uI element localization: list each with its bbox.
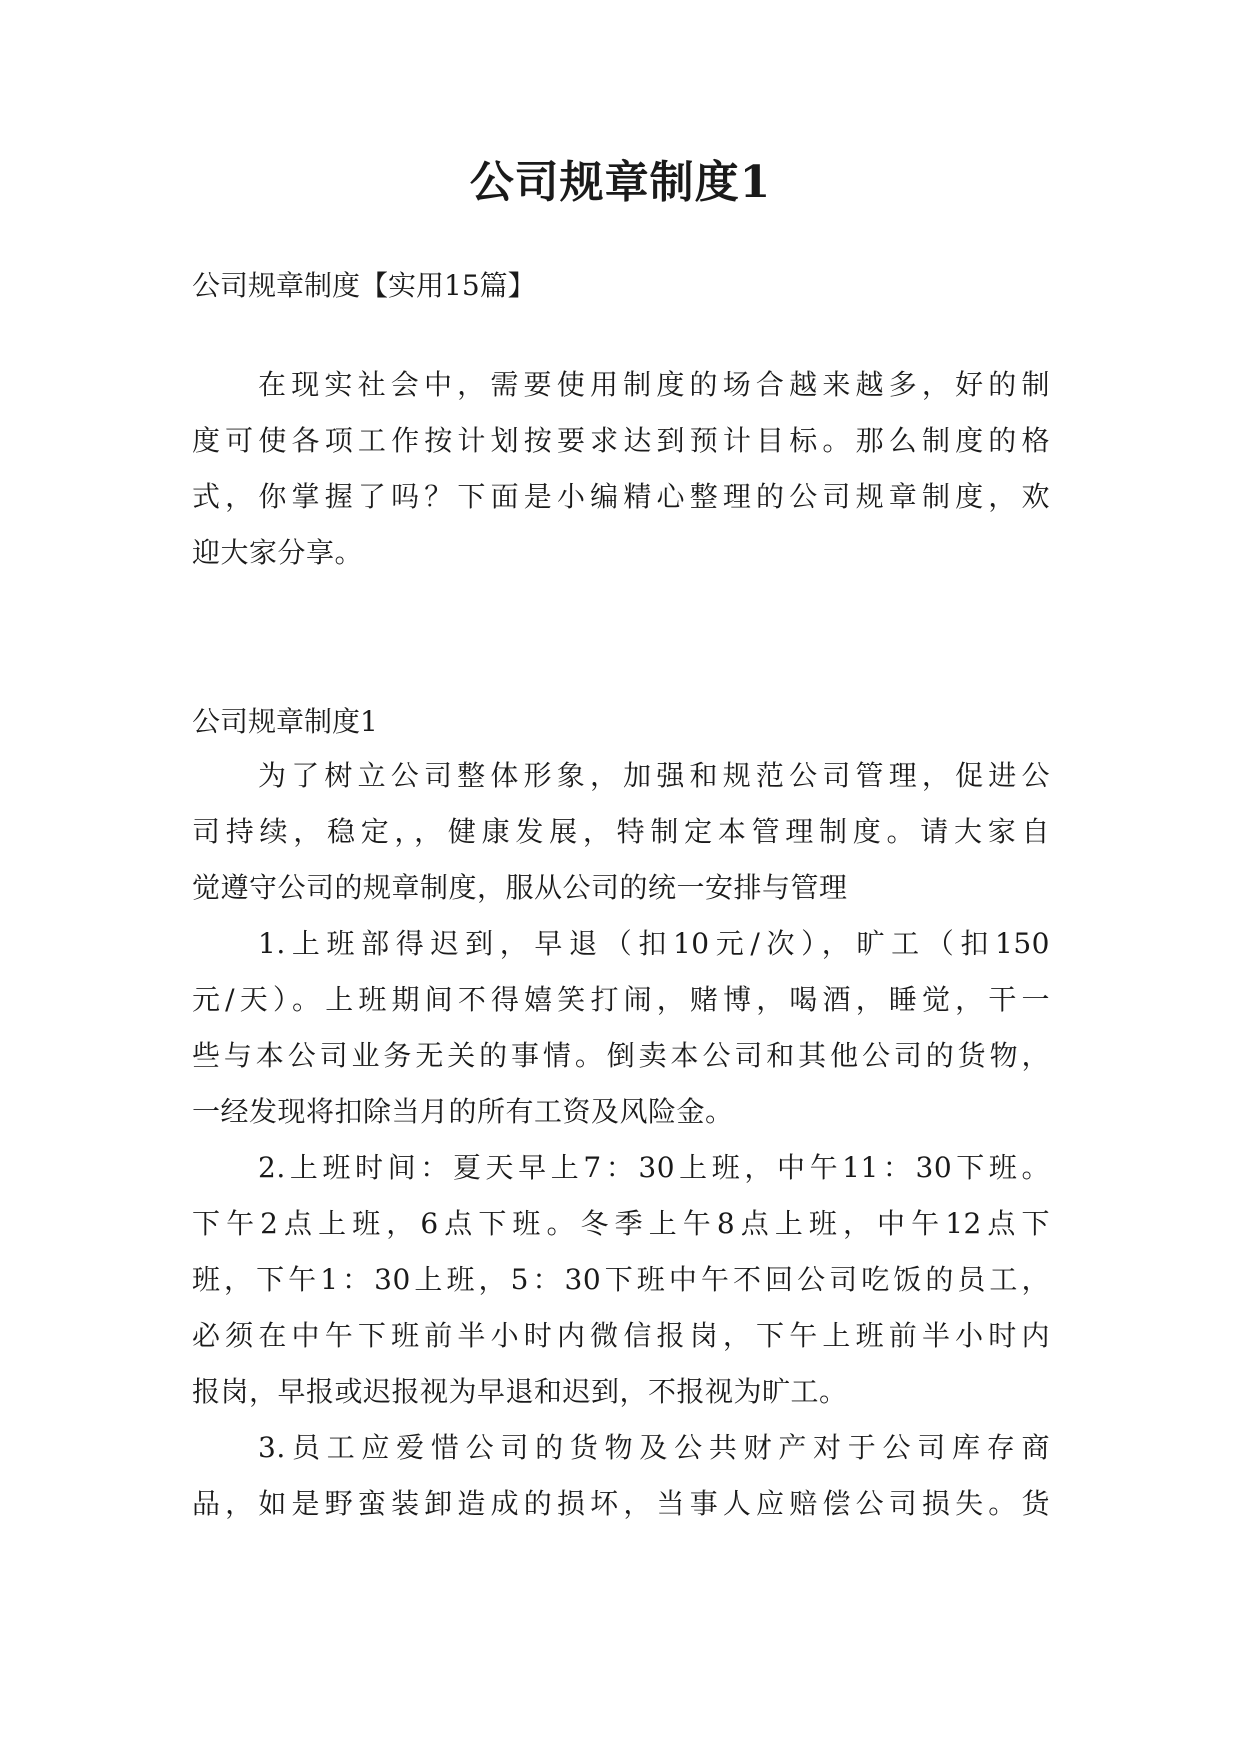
rule-item-2-line: 报岗，早报或迟报视为早退和迟到，不报视为旷工。 — [192, 1375, 848, 1408]
rule-item-1-line: 些与本公司业务无关的事情。倒卖本公司和其他公司的货物， — [192, 1039, 1050, 1072]
rule-item-2-line: 班，下午1：30上班，5：30下班中午不回公司吃饭的员工， — [192, 1263, 1050, 1296]
section-intro-line: 觉遵守公司的规章制度，服从公司的统一安排与管理 — [192, 871, 848, 904]
document-subtitle: 公司规章制度【实用15篇】 — [192, 269, 536, 302]
intro-line: 度可使各项工作按计划按要求达到预计目标。那么制度的格 — [192, 424, 1050, 457]
rule-item-3-line: 品，如是野蛮装卸造成的损坏，当事人应赔偿公司损失。货 — [192, 1487, 1050, 1520]
rule-item-1-line: 一经发现将扣除当月的所有工资及风险金。 — [192, 1095, 734, 1128]
rule-item-2-line: 必须在中午下班前半小时内微信报岗，下午上班前半小时内 — [192, 1319, 1050, 1352]
rule-item-3-line: 3.员工应爱惜公司的货物及公共财产对于公司库存商 — [258, 1431, 1050, 1464]
intro-line: 在现实社会中，需要使用制度的场合越来越多，好的制 — [258, 368, 1050, 401]
rule-item-1-line: 1.上班部得迟到，早退（扣10元/次），旷工（扣150 — [258, 927, 1050, 960]
section-intro-line: 为了树立公司整体形象，加强和规范公司管理，促进公 — [258, 759, 1050, 792]
section-heading: 公司规章制度1 — [192, 705, 378, 738]
rule-item-1-line: 元/天）。上班期间不得嬉笑打闹，赌博，喝酒，睡觉，干一 — [192, 983, 1050, 1016]
section-intro-line: 司持续，稳定，，健康发展，特制定本管理制度。请大家自 — [192, 815, 1050, 848]
document-title: 公司规章制度1 — [469, 157, 772, 208]
rule-item-2-line: 2.上班时间：夏天早上7：30上班，中午11：30下班。 — [258, 1151, 1050, 1184]
intro-line: 式，你掌握了吗？下面是小编精心整理的公司规章制度，欢 — [192, 480, 1050, 513]
intro-line: 迎大家分享。 — [192, 536, 364, 569]
rule-item-2-line: 下午2点上班，6点下班。冬季上午8点上班，中午12点下 — [192, 1207, 1050, 1240]
